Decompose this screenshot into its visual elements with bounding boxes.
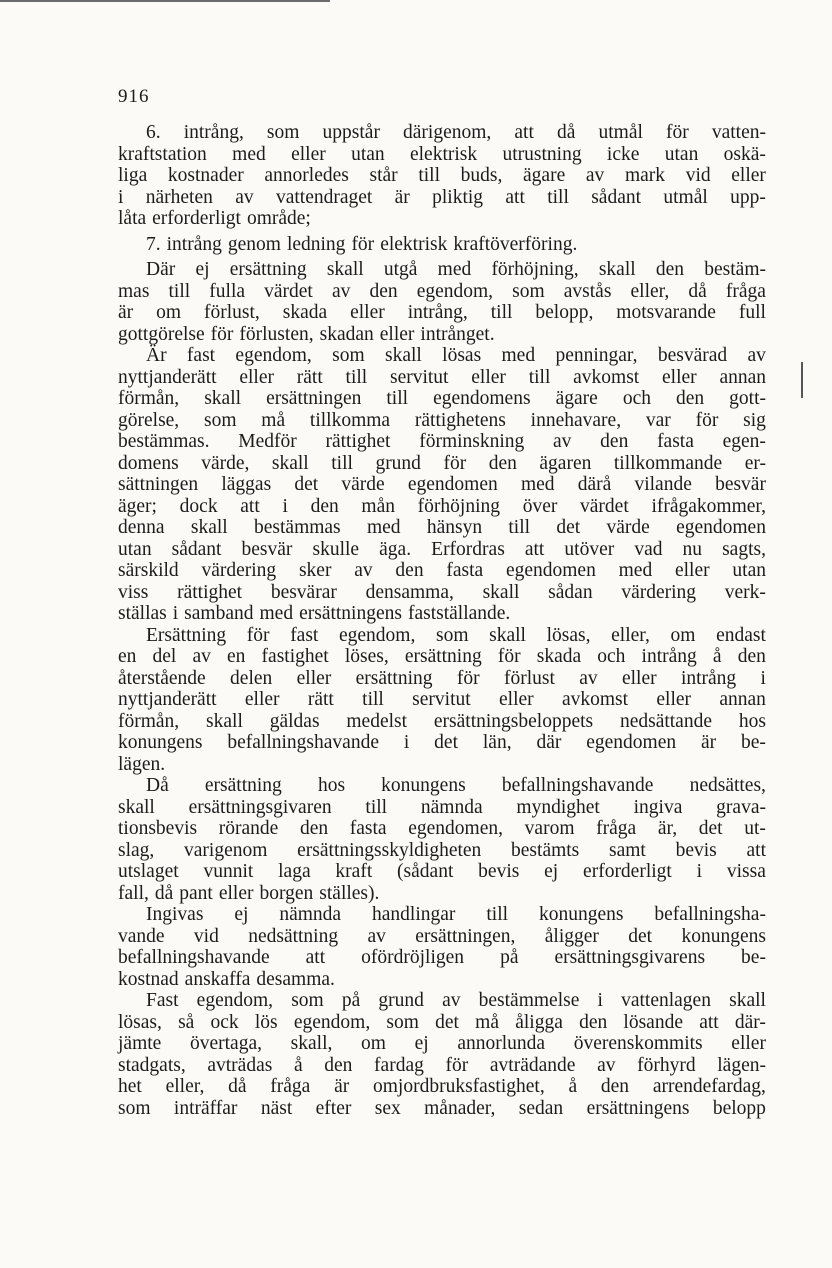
text-line: Ersättning för fast egendom, som skall lösas, eller, om endast (146, 624, 766, 646)
text-line: lösas, så ock lös egendom, som det må åligga den lösande att där- (118, 1011, 766, 1033)
text-line: Ingivas ej nämnda handlingar till konungens befallningsha- (146, 904, 766, 925)
text-line: gottgörelse för förlusten, skadan eller intrånget. (118, 323, 495, 345)
text-line: ställas i samband med ersättningens fastställande. (118, 603, 511, 624)
margin-mark (801, 362, 803, 398)
text-line: vande vid nedsättning av ersättningen, åligger det konungens (118, 925, 766, 947)
text-line: Är fast egendom, som skall lösas med penningar, besvärad av (146, 345, 766, 366)
text-line: återstående delen eller ersättning för förlust av eller intrång i (118, 667, 766, 689)
text-line: fall, då pant eller borgen ställes). (118, 882, 380, 904)
text-line: äger; dock att i den mån förhöjning över värdet ifrågakommer, (118, 495, 766, 517)
text-line: befallningshavande att ofördröjligen på ersättningsgivarens be- (118, 947, 766, 968)
text-line: liga kostnader annorledes står till buds, ägare av mark vid eller (118, 165, 766, 186)
text-line: förmån, skall ersättningen till egendomens ägare och den gott- (118, 388, 766, 409)
text-line: tionsbevis rörande den fasta egendomen, varom fråga är, det ut- (118, 818, 766, 839)
text-line: konungens befallningshavande i det län, där egendomen är be- (118, 732, 766, 753)
text-line: förmån, skall gäldas medelst ersättningsbeloppets nedsättande hos (118, 710, 766, 732)
text-line: kostnad anskaffa desamma. (118, 968, 335, 990)
top-rule (0, 0, 330, 2)
text-line: domens värde, skall till grund för den ägaren tillkommande er- (118, 452, 766, 474)
text-line: Fast egendom, som på grund av bestämmelse i vattenlagen skall (146, 990, 766, 1011)
text-line: som inträffar näst efter sex månader, sedan ersättningens belopp (118, 1097, 766, 1119)
text-line: utslaget vunnit laga kraft (sådant bevis ej erforderligt i vissa (118, 861, 766, 882)
text-line: i närheten av vattendraget är pliktig att till sådant utmål upp- (118, 186, 766, 208)
text-line: denna skall bestämmas med hänsyn till det värde egendomen (118, 517, 766, 538)
text-line: Där ej ersättning skall utgå med förhöjning, skall den bestäm- (146, 259, 766, 280)
page-number: 916 (118, 86, 150, 107)
text-line: Då ersättning hos konungens befallningshavande nedsättes, (146, 775, 766, 796)
text-line: är om förlust, skada eller intrång, till belopp, motsvarande full (118, 302, 766, 323)
text-line: kraftstation med eller utan elektrisk utrustning icke utan oskä- (118, 143, 766, 165)
text-line: stadgats, avträdas å den fardag för avträdande av förhyrd lägen- (118, 1054, 766, 1076)
text-line: görelse, som må tillkomma rättighetens innehavare, var för sig (118, 409, 766, 431)
text-line: bestämmas. Medför rättighet förminskning av den fasta egen- (118, 431, 766, 452)
text-line: lägen. (118, 753, 166, 775)
text-line: slag, varigenom ersättningsskyldigheten bestämts samt bevis att (118, 839, 766, 861)
text-line: en del av en fastighet löses, ersättning för skada och intrång å den (118, 646, 766, 667)
text-line: nyttjanderätt eller rätt till servitut eller till avkomst eller annan (118, 366, 766, 388)
page-body (118, 122, 766, 1119)
text-line: sättningen läggas det värde egendomen med därå vilande besvär (118, 474, 766, 495)
text-line: särskild värdering sker av den fasta egendomen med eller utan (118, 560, 766, 581)
text-line: utan sådant besvär skulle äga. Erfordras att utöver vad nu sagts, (118, 538, 766, 560)
text-line: mas till fulla värdet av den egendom, som avstås eller, då fråga (118, 280, 766, 302)
text-line: skall ersättningsgivaren till nämnda myndighet ingiva grava- (118, 796, 766, 818)
text-line: nyttjanderätt eller rätt till servitut eller avkomst eller annan (118, 689, 766, 710)
text-line: 6. intrång, som uppstår därigenom, att då utmål för vatten- (146, 122, 766, 143)
text-line: viss rättighet besvärar densamma, skall sådan värdering verk- (118, 581, 766, 603)
text-line: het eller, då fråga är omjordbruksfastighet, å den arrendefardag, (118, 1076, 766, 1097)
text-line: jämte övertaga, skall, om ej annorlunda överenskommits eller (118, 1033, 766, 1054)
text-line: låta erforderligt område; (118, 208, 311, 229)
text-line: 7. intrång genom ledning för elektrisk kraftöverföring. (146, 233, 578, 255)
